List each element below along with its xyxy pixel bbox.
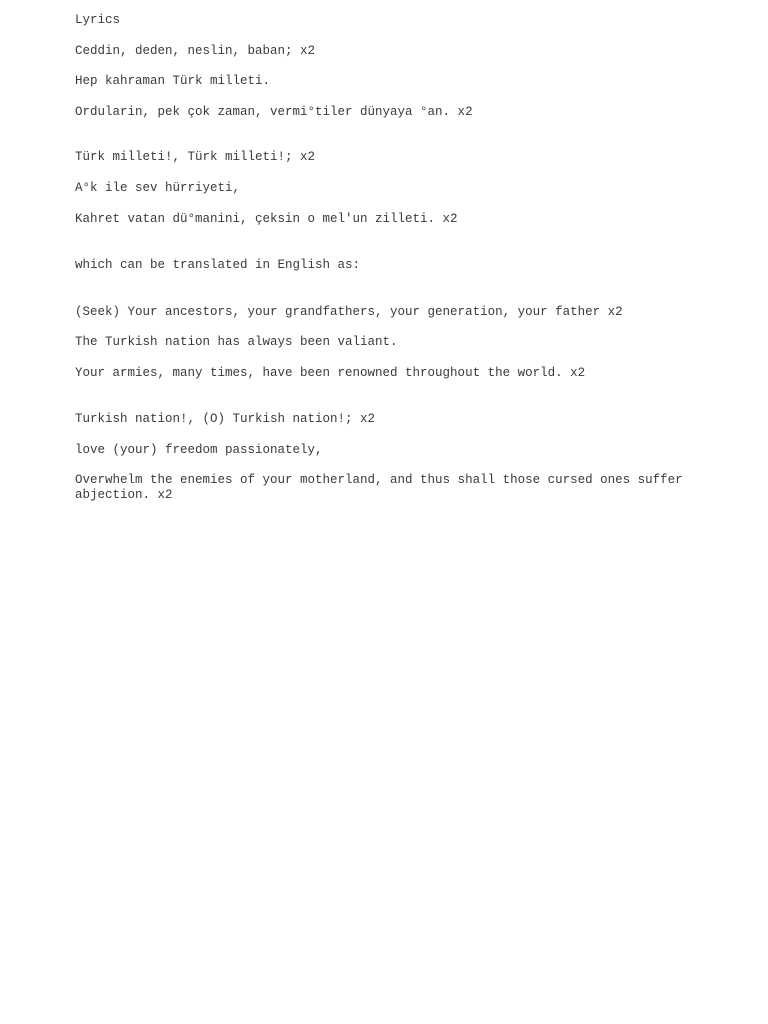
- turkish-line: Hep kahraman Türk milleti.: [75, 74, 271, 88]
- english-line: The Turkish nation has always been valiant.: [75, 335, 398, 349]
- turkish-line: A°k ile sev hürriyeti,: [75, 181, 241, 195]
- english-line: love (your) freedom passionately,: [75, 443, 323, 457]
- turkish-line: Kahret vatan dü°manini, çeksin o mel'un zilleti. x2: [75, 212, 458, 226]
- english-line: (Seek) Your ancestors, your grandfathers, your generation, your father x2: [75, 305, 623, 319]
- translation-intro: which can be translated in English as:: [75, 258, 361, 272]
- english-line: Overwhelm the enemies of your motherland, and thus shall those cursed ones suffer abjection. x2: [75, 473, 691, 502]
- turkish-line: Türk milleti!, Türk milleti!; x2: [75, 150, 316, 164]
- english-line: Turkish nation!, (O) Turkish nation!; x2: [75, 412, 376, 426]
- english-line: Your armies, many times, have been renowned throughout the world. x2: [75, 366, 586, 380]
- lyrics-heading: Lyrics: [75, 13, 121, 27]
- turkish-line: Ordularin, pek çok zaman, vermi°tiler dünyaya °an. x2: [75, 105, 473, 119]
- turkish-line: Ceddin, deden, neslin, baban; x2: [75, 44, 316, 58]
